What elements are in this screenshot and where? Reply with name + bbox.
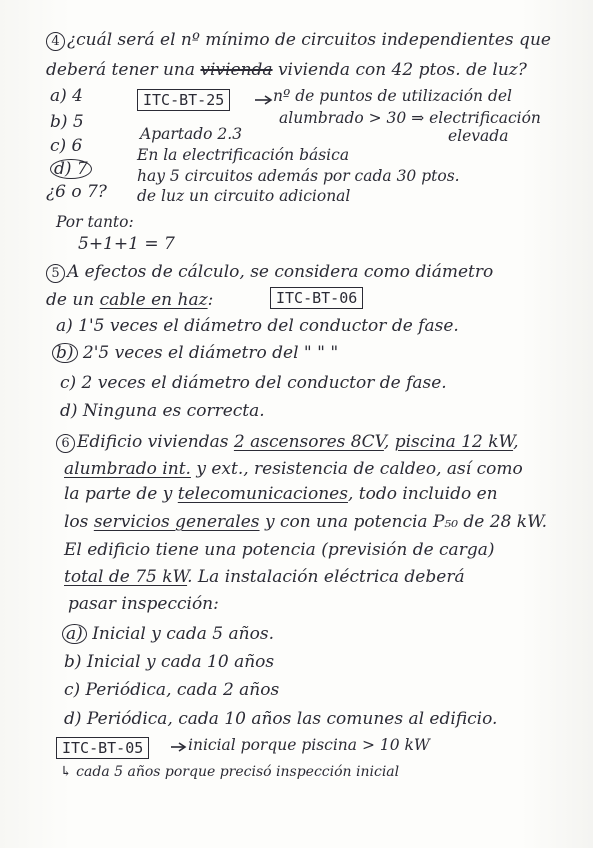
q5-option-d: d) Ninguna es correcta. — [60, 401, 265, 421]
q6-option-b: b) Inicial y cada 10 años — [64, 652, 275, 672]
q4-explanation-1: En la electrificación básica — [137, 146, 350, 164]
q4-selected-option: d) 7 — [50, 159, 92, 179]
q6-option-d: d) Periódica, cada 10 años las comunes al edificio. — [64, 709, 498, 729]
q4-por-tanto: Por tanto: — [56, 213, 134, 231]
q4-option-b: b) 5 — [50, 112, 84, 132]
q4-option-d — [50, 159, 92, 179]
q6-note-1: inicial porque piscina > 10 kW — [188, 736, 430, 754]
q6-option-a: a) Inicial y cada 5 años. — [62, 624, 274, 644]
q4-line-2: deberá tener una vivienda vivienda con 42 ptos. de luz? — [46, 60, 527, 80]
q6-line-2: alumbrado int. y ext., resistencia de caldeo, así como — [64, 459, 523, 479]
q4-option-c: c) 6 — [50, 136, 83, 156]
q4-explanation-3: de luz un circuito adicional — [137, 187, 351, 205]
q4-sum: 5+1+1 = 7 — [78, 234, 175, 254]
q6-line-3: la parte de y telecomunicaciones, todo incluido en — [64, 484, 498, 504]
q5-line-1: 5 A efectos de cálculo, se considera como diámetro — [46, 262, 493, 283]
q4-note-2: alumbrado > 30 ⇒ electrificación — [279, 109, 541, 127]
q6-line-4: los servicios generales y con una potencia P₅₀ de 28 kW. — [64, 512, 548, 532]
arrow-right-icon — [170, 741, 188, 753]
q4-note-1: nº de puntos de utilización del — [273, 87, 512, 105]
q4-doubt-note: ¿6 o 7? — [46, 182, 107, 202]
q5-option-a: a) 1'5 veces el diámetro del conductor de fase. — [56, 316, 459, 336]
q4-number-circle: 4 — [46, 32, 65, 51]
q6-note-2: ↳ cada 5 años porque precisó inspección inicial — [60, 764, 400, 780]
q6-reference-box: ITC-BT-05 — [56, 737, 149, 759]
q5-selected-option: b) — [52, 343, 78, 363]
q5-number-circle: 5 — [46, 264, 65, 283]
q6-line-6: total de 75 kW. La instalación eléctrica deberá — [64, 567, 465, 587]
q6-line-5: El edificio tiene una potencia (previsión de carga) — [64, 540, 495, 560]
q6-line-7: pasar inspección: — [68, 594, 219, 614]
arrow-right-icon — [254, 94, 274, 106]
q4-option-a: a) 4 — [50, 86, 83, 106]
q5-option-c: c) 2 veces el diámetro del conductor de fase. — [60, 373, 447, 393]
q5-line-2: de un cable en haz: — [46, 290, 214, 310]
q4-explanation-2: hay 5 circuitos además por cada 30 ptos. — [137, 167, 460, 185]
q4-struck-word: vivienda — [200, 60, 273, 80]
q6-selected-option: a) — [62, 624, 87, 644]
q5-reference-box: ITC-BT-06 — [270, 287, 363, 309]
q4-note-3: elevada — [448, 127, 509, 145]
q6-number-circle: 6 — [56, 434, 75, 453]
q6-option-c: c) Periódica, cada 2 años — [64, 680, 280, 700]
q5-option-b: b) 2'5 veces el diámetro del " " " — [52, 343, 338, 363]
q4-reference-box: ITC-BT-25 — [137, 89, 230, 111]
q6-line-1: 6 Edificio viviendas 2 ascensores 8CV, piscina 12 kW, — [56, 432, 518, 453]
q4-apartado: Apartado 2.3 — [140, 125, 243, 143]
q4-line-1: 4 ¿cuál será el nº mínimo de circuitos independientes que — [46, 30, 551, 51]
